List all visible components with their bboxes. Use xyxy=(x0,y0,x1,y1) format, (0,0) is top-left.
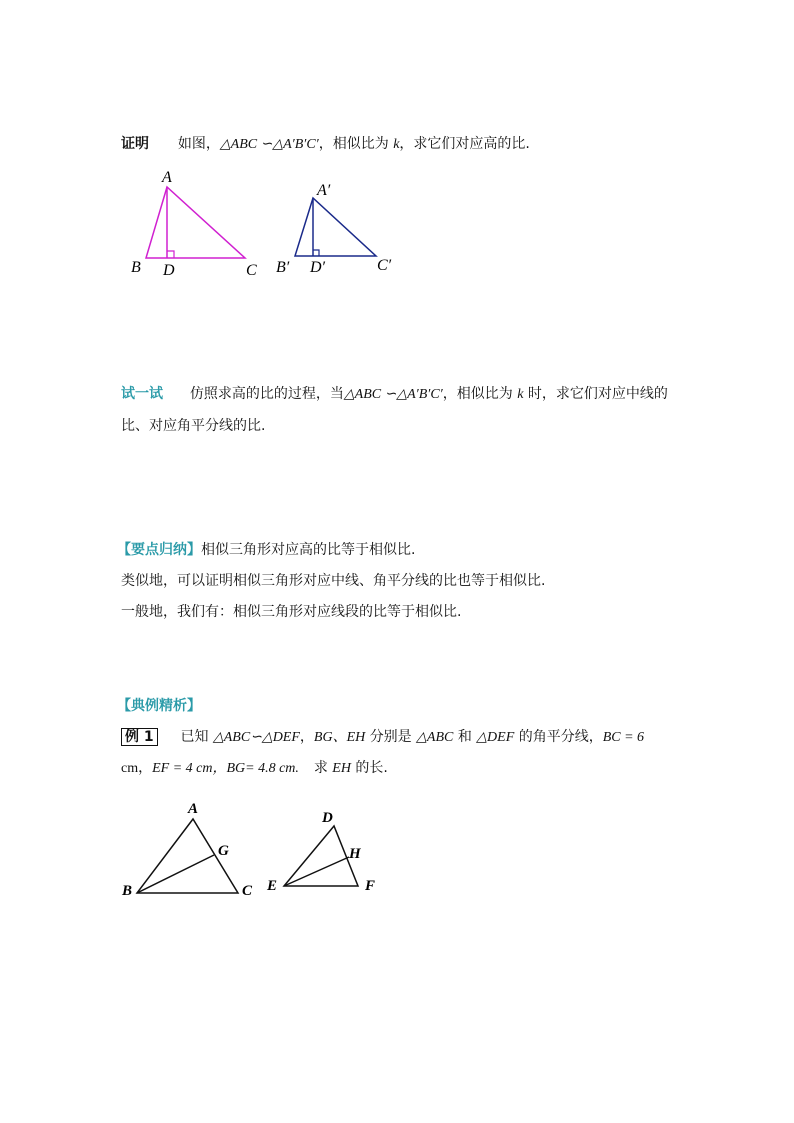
figure-altitudes xyxy=(115,160,415,285)
try-paragraph xyxy=(121,384,668,405)
try-k: k xyxy=(517,387,524,402)
summary-line-2: 类似地，可以证明相似三角形对应中线、角平分线的比也等于相似比. xyxy=(121,573,546,589)
example1-relation: △ABC∽△DEF xyxy=(212,730,300,745)
example1-eh: EH xyxy=(332,761,351,776)
example1-line-2 xyxy=(121,758,388,779)
example1-comma: ， xyxy=(299,729,314,745)
try-relation: △ABC ∽△A′B′C′ xyxy=(343,387,443,402)
summary-label: 【要点归纳】 xyxy=(117,542,201,558)
summary-line-3: 一般地，我们有：相似三角形对应线段的比等于相似比. xyxy=(121,604,462,620)
label-b-prime: B′ xyxy=(276,259,290,276)
try-text-ratio: ，相似比为 xyxy=(442,386,513,402)
example1-bc-value: BC = 6 xyxy=(602,730,645,745)
triangle-abc-example xyxy=(121,801,253,899)
example1-ask-end: 的长. xyxy=(355,760,388,776)
try-text: 仿照求高的比的过程，当 xyxy=(189,386,344,402)
label-c-prime: C′ xyxy=(377,257,392,274)
label-a: A xyxy=(162,169,172,186)
triangle-abc-outline xyxy=(146,187,245,258)
example1-text-bisector: 的角平分线， xyxy=(518,729,603,745)
bisector-bg xyxy=(137,855,214,893)
label-h-example: H xyxy=(349,846,361,862)
example1-tri-abc: △ABC xyxy=(416,730,454,745)
label-a-example: A xyxy=(188,801,199,817)
bisector-eh xyxy=(284,857,349,886)
proof-relation: △ABC ∽△A′B′C′ xyxy=(219,137,319,152)
proof-text-question: ，求它们对应高的比. xyxy=(399,136,530,152)
try-text-question: 时，求它们对应中线的 xyxy=(527,386,668,402)
summary-text: 相似三角形对应高的比等于相似比. xyxy=(201,542,416,558)
label-c-example: C xyxy=(242,883,253,899)
proof-label: 证明 xyxy=(121,136,149,152)
example1-unit: cm， xyxy=(121,761,153,776)
triangle-abc-right xyxy=(276,182,392,276)
proof-text: 如图， xyxy=(177,136,220,152)
label-d-example: D xyxy=(322,810,333,826)
example1-text-are: 分别是 xyxy=(369,729,412,745)
try-line-2: 比、对应角平分线的比. xyxy=(121,418,266,434)
label-d-prime: D′ xyxy=(310,259,326,276)
example1-text-given: 已知 xyxy=(180,729,209,745)
proof-k: k xyxy=(393,137,400,152)
right-angle-mark-d xyxy=(167,251,174,258)
examples-heading: 【典例精析】 xyxy=(117,698,201,714)
label-b: B xyxy=(131,259,141,276)
example1-text-and: 和 xyxy=(457,729,472,745)
summary-paragraph xyxy=(117,540,415,560)
proof-paragraph xyxy=(121,134,530,155)
example1-bisectors: BG、EH xyxy=(313,730,366,745)
label-e-example: E xyxy=(267,878,278,894)
figure-bisectors xyxy=(115,795,405,905)
label-f-example: F xyxy=(365,878,376,894)
example1-tri-def: △DEF xyxy=(476,730,515,745)
label-b-example: B xyxy=(122,883,133,899)
triangle-a-b-c-prime-outline xyxy=(295,198,376,256)
try-label: 试一试 xyxy=(121,386,163,402)
label-a-prime: A′ xyxy=(317,182,331,199)
right-angle-mark-d-prime xyxy=(313,250,319,256)
example1-ask: 求 xyxy=(313,760,328,776)
triangle-def-shape xyxy=(284,826,358,886)
triangle-abc-left xyxy=(131,169,257,279)
label-c: C xyxy=(246,262,257,279)
label-d: D xyxy=(163,262,175,279)
proof-text-ratio: ，相似比为 xyxy=(318,136,389,152)
example1-ef-bg: EF = 4 cm，BG= 4.8 cm. xyxy=(152,761,299,776)
triangle-def-example xyxy=(266,810,375,894)
example1-paragraph xyxy=(121,727,644,748)
example1-tag: 例 1 xyxy=(121,728,158,746)
label-g-example: G xyxy=(218,843,229,859)
